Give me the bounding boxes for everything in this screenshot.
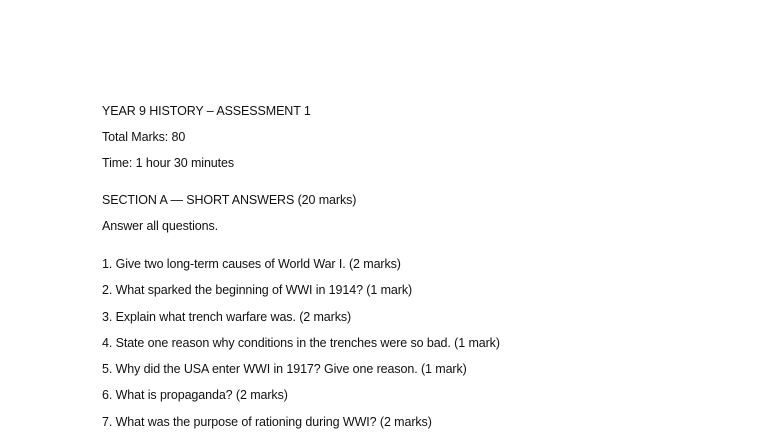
assessment-title: YEAR 9 HISTORY – ASSESSMENT 1 [102, 104, 311, 118]
section-a-heading: SECTION A — SHORT ANSWERS (20 marks) [102, 193, 357, 207]
question-5: 5. Why did the USA enter WWI in 1917? Give one reason. (1 mark) [102, 362, 467, 376]
question-1: 1. Give two long-term causes of World War I. (2 marks) [102, 257, 401, 271]
question-6: 6. What is propaganda? (2 marks) [102, 388, 288, 402]
question-3: 3. Explain what trench warfare was. (2 marks) [102, 310, 352, 324]
section-a-instruction: Answer all questions. [102, 219, 219, 233]
time-allowed: Time: 1 hour 30 minutes [102, 156, 235, 170]
question-7: 7. What was the purpose of rationing during WWI? (2 marks) [102, 415, 432, 429]
question-2: 2. What sparked the beginning of WWI in 1914? (1 mark) [102, 283, 413, 297]
total-marks: Total Marks: 80 [102, 130, 186, 144]
question-4: 4. State one reason why conditions in the trenches were so bad. (1 mark) [102, 336, 500, 350]
